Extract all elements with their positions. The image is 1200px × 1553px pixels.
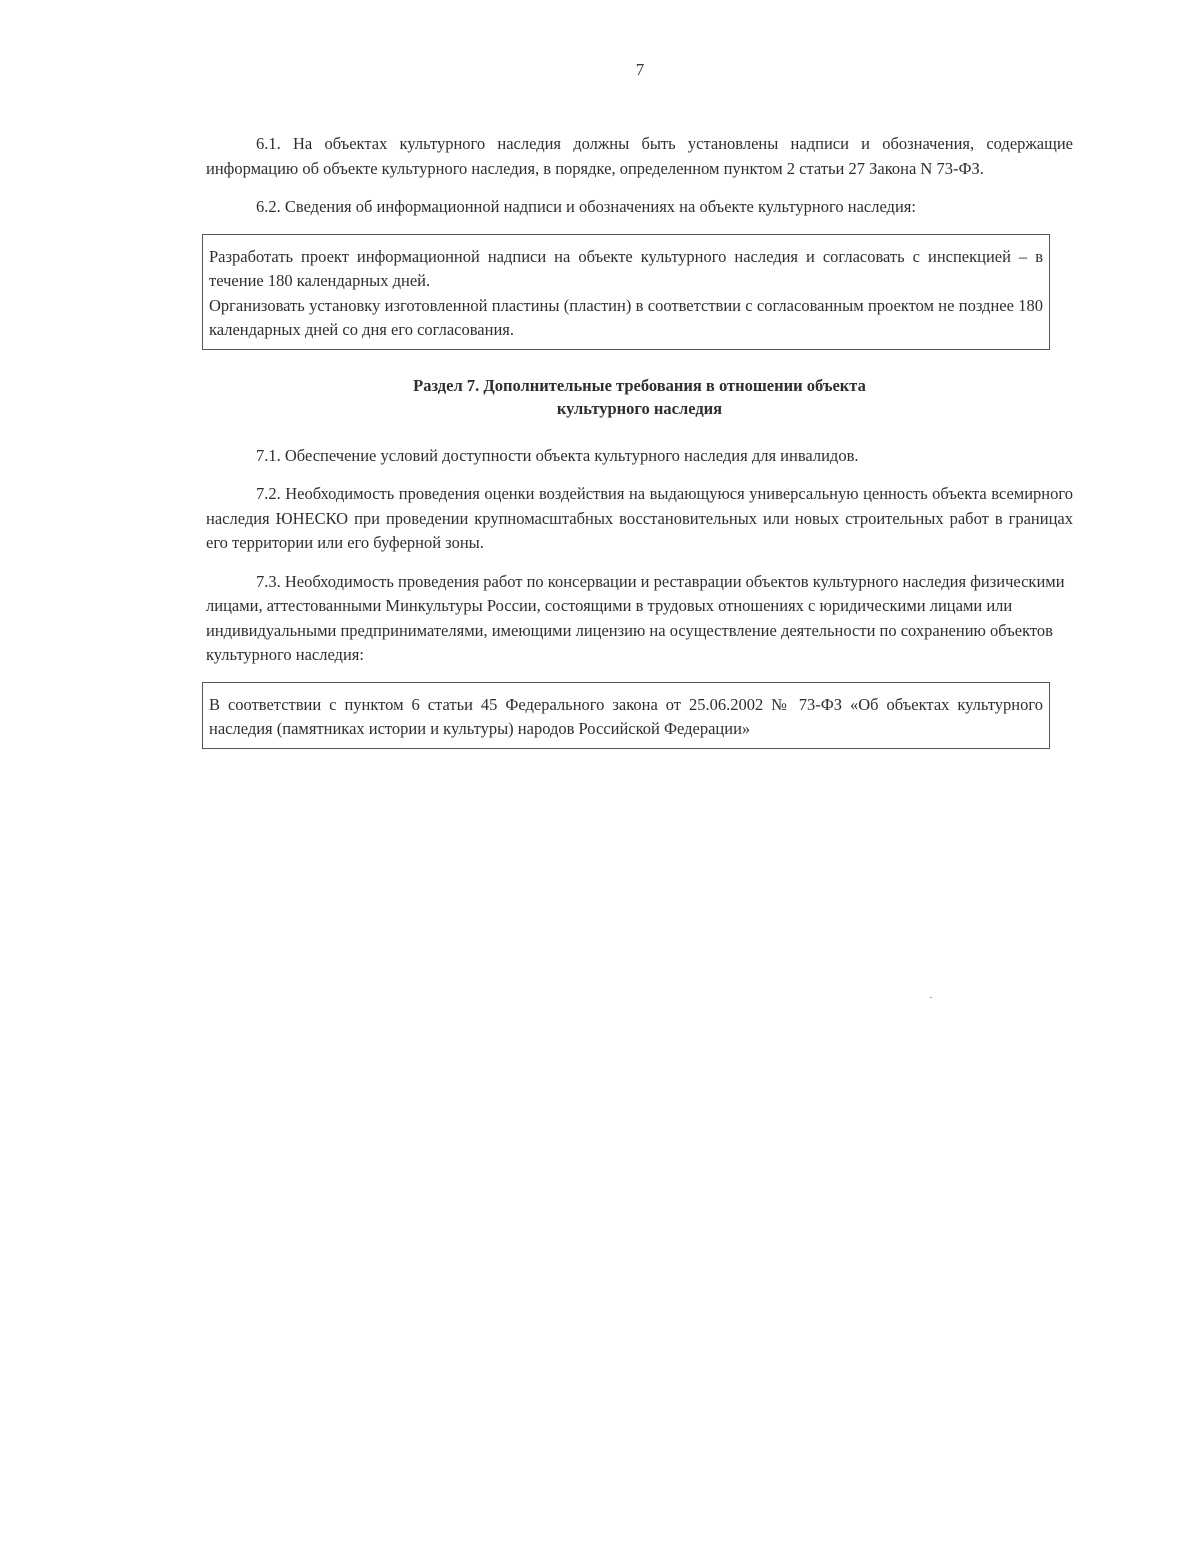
restoration-box-text: В соответствии с пунктом 6 статьи 45 Федерального закона от 25.06.2002 № 73-ФЗ «Об объектах культурного наследия (памятниках истории и культуры) народов Российской Федерации»	[209, 694, 1043, 738]
paragraph-6-2: 6.2. Сведения об информационной надписи и обозначениях на объекте культурного наследия:	[256, 197, 916, 216]
inscription-requirements-box	[202, 234, 1050, 350]
scan-speck	[930, 997, 932, 998]
paragraph-7-2: 7.2. Необходимость проведения оценки воздействия на выдающуюся универсальную ценность объекта всемирного наследия ЮНЕСКО при проведении крупномасштабных восстановительных или новых строительных работ в границах его территории или его буферной зоны.	[206, 484, 1073, 552]
page-content	[206, 132, 1073, 773]
restoration-law-box	[202, 682, 1050, 749]
inscription-box-line-2: Организовать установку изготовленной пластины (пластин) в соответствии с согласованным проектом не позднее 180 календарных дней со дня его согласования.	[209, 295, 1043, 339]
paragraph-6-1: 6.1. На объектах культурного наследия должны быть установлены надписи и обозначения, содержащие информацию об объекте культурного наследия, в порядке, определенном пунктом 2 статьи 27 Закона N 73-ФЗ.	[206, 134, 1073, 178]
inscription-box-line-1: Разработать проект информационной надписи на объекте культурного наследия и согласовать с инспекцией – в течение 180 календарных дней.	[209, 246, 1043, 290]
paragraph-7-3: 7.3. Необходимость проведения работ по консервации и реставрации объектов культурного наследия физическими лицами, аттестованными Минкультуры России, состоящими в трудовых отношениях с юридическими лицами или индивидуальными предпринимателями, имеющими лицензию на осуществление деятельности по сохранению объектов культурного наследия:	[206, 571, 1065, 664]
section-7-heading	[206, 374, 1073, 420]
section-7-heading-line-2: культурного наследия	[556, 398, 723, 418]
paragraph-7-1: 7.1. Обеспечение условий доступности объекта культурного наследия для инвалидов.	[256, 445, 859, 465]
section-7-heading-line-1: Раздел 7. Дополнительные требования в отношении объекта	[413, 375, 866, 395]
page-number: 7	[635, 60, 645, 79]
